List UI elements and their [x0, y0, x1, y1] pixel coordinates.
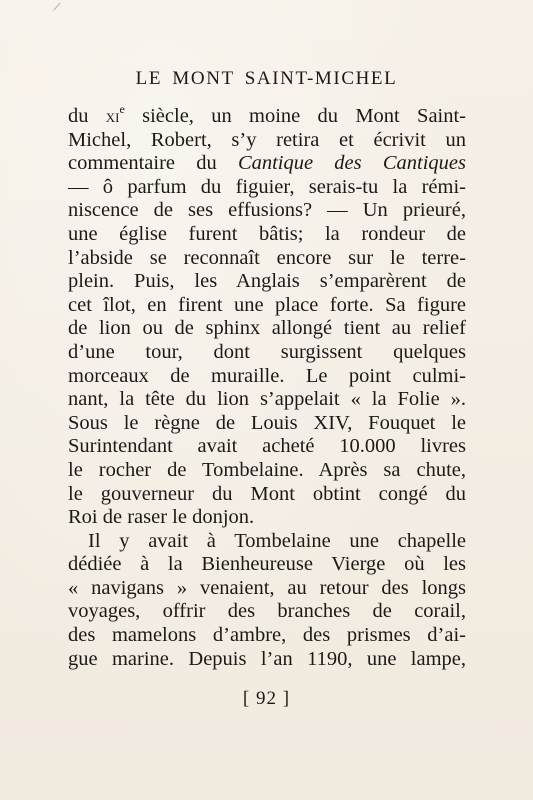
text-line: des mamelons d’ambre, des prismes d’ai-	[68, 624, 466, 647]
text-line: Michel, Robert, s’y retira et écrivit un	[68, 128, 466, 151]
text-line: le rocher de Tombelaine. Après sa chute,	[68, 458, 466, 481]
text-line: morceaux de muraille. Le point culmi-	[68, 364, 466, 387]
text-line: d’une tour, dont surgissent quelques	[68, 340, 466, 363]
text-line: le gouverneur du Mont obtint congé du	[68, 482, 466, 505]
text-line: niscence de ses effusions? — Un prieuré,	[68, 199, 466, 222]
text-line: commentaire du Cantique des Cantiques	[68, 152, 466, 175]
text-line: Il y avait à Tombelaine une chapelle	[88, 529, 466, 552]
text-line: du $xi^e$ siècle, un moine du Mont Saint-	[68, 102, 467, 127]
text-line: Roi de raser le donjon.	[68, 506, 255, 529]
text-line: gue marine. Depuis l’an 1190, une lampe,	[68, 647, 466, 670]
text-line: plein. Puis, les Anglais s’emparèrent de	[68, 270, 466, 293]
text-line: dédiée à la Bienheureuse Vierge où les	[68, 553, 466, 576]
text-line: voyages, offrir des branches de corail,	[68, 600, 466, 623]
italic-title: Cantique des Cantiques	[237, 152, 466, 175]
text-line: de lion ou de sphinx allongé tient au relief	[68, 317, 466, 340]
body-text	[68, 102, 467, 671]
text-line: cet îlot, en firent une place forte. Sa figure	[68, 293, 466, 316]
text-line: Sous le règne de Louis XIV, Fouquet le	[68, 411, 466, 434]
running-head: LE MONT SAINT-MICHEL	[135, 68, 398, 89]
text-line: une église furent bâtis; la rondeur de	[68, 222, 466, 245]
text-line: nant, la tête du lion s’appelait « la Folie ».	[68, 388, 466, 411]
page-number: [ 92 ]	[242, 688, 291, 709]
text-line: Surintendant avait acheté 10.000 livres	[68, 435, 466, 458]
text-line: l’abside se reconnaît encore sur le terre-	[68, 246, 466, 269]
pencil-mark	[53, 2, 60, 10]
text-line: « navigans » venaient, au retour des longs	[68, 576, 466, 599]
text-line: — ô parfum du figuier, serais-tu la rémi-	[68, 175, 466, 198]
